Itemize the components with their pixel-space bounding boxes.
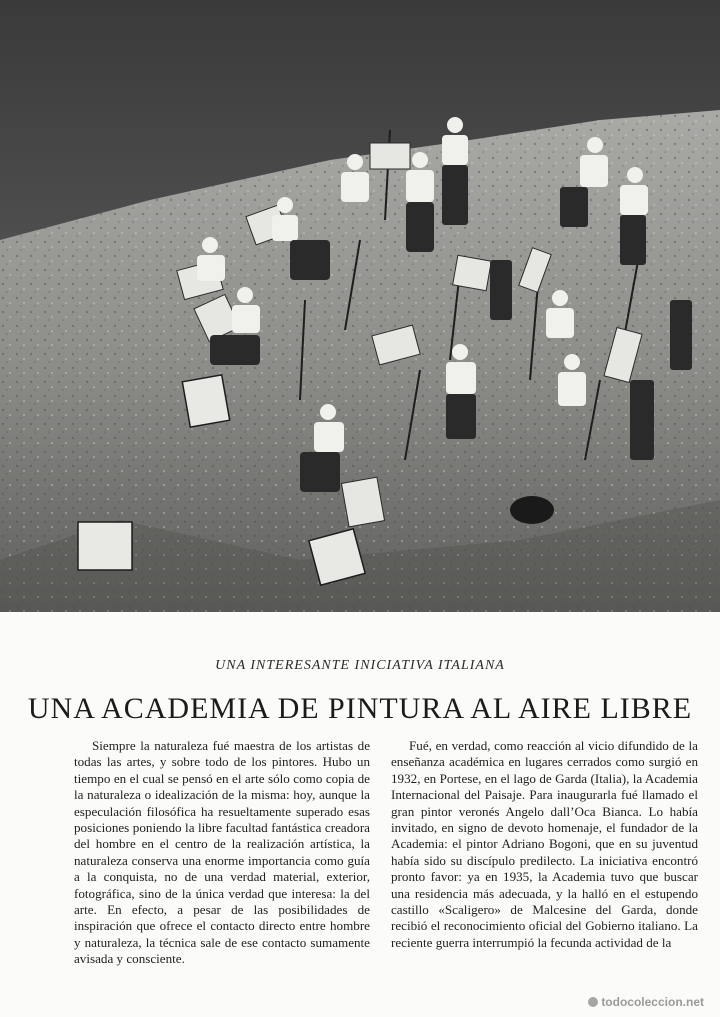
article-headline: UNA ACADEMIA DE PINTURA AL AIRE LIBRE	[27, 692, 693, 725]
watermark-text: todocoleccion.net	[601, 995, 704, 1009]
todocoleccion-logo-icon	[588, 997, 598, 1007]
article-column-right: Fué, en verdad, como reacción al vicio difundido de la enseñanza académica en lugares cerrados como surgió en 1932, en Portese, en el lago de Garda (Italia), la Academia Internacional del Paisaje. Para inaugurarla fué llamado el gran pintor veronés Angelo dall’Oca Bianca. Lo había invitado, en signo de devoto homenaje, el fundador de la Academia: el pintor Adriano Bogoni, que en su juventud había sido su discípulo predilecto. La iniciativa encontró pronto favor: ya en 1935, la Academia tuvo que buscar una residencia más adecuada, y la halló en el estupendo castillo «Scaligero» de Malcesine del Garda, donde recibió el reconocimiento oficial del Gobierno italiano. La reciente guerra interrumpió la fecunda actividad de la	[391, 738, 698, 950]
article-column-left: Siempre la naturaleza fué maestra de los artistas de todas las artes, y sobre todo de los pintores. Hubo un tiempo en el cual se pensó en el arte sólo como copia de la naturaleza o idealización de la misma: hoy, aunque la especulación filosófica ha resueltamente superado esas posiciones poniendo la libre facultad fantástica creadora del hombre en el centro de la realización artística, la naturaleza conserva una enorme importancia como guía a la conquista, no de una verdad material, exterior, fotográfica, sino de la única verdad que interesa: la del arte. En efecto, a pesar de las posibilidades de inspiración que ofrece el contacto directo entre hombre y naturaleza, la técnica sale de ese contacto sumamente avisada y consciente.	[74, 738, 370, 967]
watermark	[588, 995, 704, 1009]
article-kicker: UNA INTERESANTE INICIATIVA ITALIANA	[215, 658, 505, 673]
article-page	[0, 612, 720, 1017]
